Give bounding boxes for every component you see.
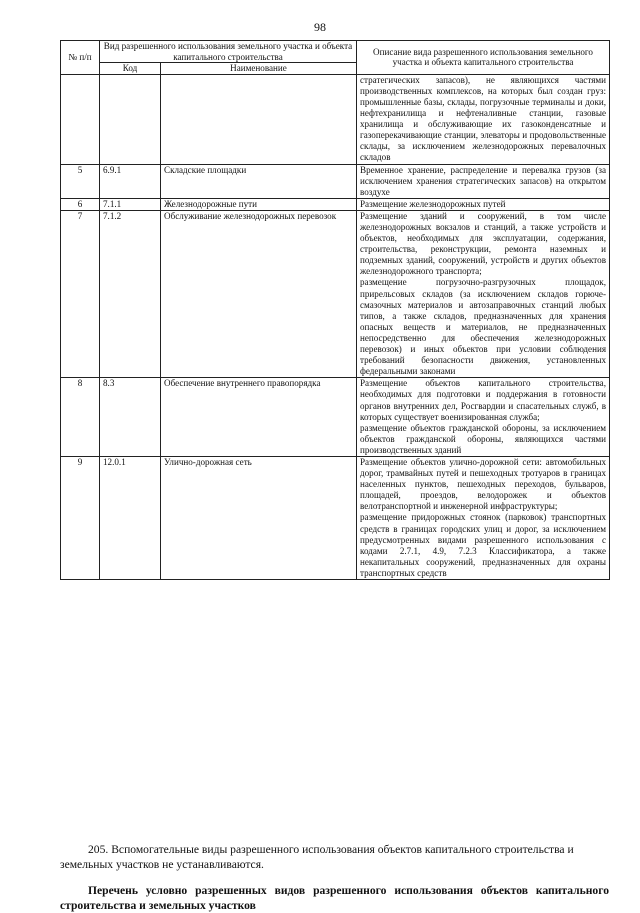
table-row xyxy=(61,378,610,457)
row-name: Обслуживание железнодорожных перевозок xyxy=(161,210,357,377)
description-paragraph: Размещение зданий и сооружений, в том числе железнодорожных вокзалов и станций, а также устройств и объектов, необходимых для эксплуатации, содержания, строительства, реконструкции, ремонта наземных и подземных зданий, сооружений, устройств и других объектов железнодорожного транспорта; xyxy=(360,210,606,277)
row-name: Обеспечение внутреннего правопорядка xyxy=(161,378,357,457)
header-num: № п/п xyxy=(61,41,100,75)
description-paragraph: Размещение железнодорожных путей xyxy=(360,198,506,209)
header-description: Описание вида разрешенного использования земельного участка и объекта капитального строительства xyxy=(357,41,610,75)
row-description xyxy=(357,210,610,377)
row-number xyxy=(61,74,100,164)
row-name: Улично-дорожная сеть xyxy=(161,456,357,579)
row-name xyxy=(161,74,357,164)
table-row xyxy=(61,164,610,198)
row-name: Складские площадки xyxy=(161,164,357,198)
row-name: Железнодорожные пути xyxy=(161,198,357,210)
table-row xyxy=(61,456,610,579)
description-paragraph: размещение объектов гражданской обороны, за исключением объектов гражданской обороны, являющихся частями производственных зданий xyxy=(360,422,606,455)
description-paragraph: Размещение объектов улично-дорожной сети: автомобильных дорог, трамвайных путей и пешеходных тротуаров в границах населенных пунктов, пешеходных переходов, бульваров, площадей, проездов, велодорожек и объектов велотранспортной и инженерной инфраструктуры; xyxy=(360,456,606,512)
description-paragraph: стратегических запасов), не являющихся частями производственных комплексов, на которых был создан груз: промышленные базы, склады, погрузочные терминалы и доки, нефтехранилища и нефтеналивные станции, газовые хранилища и обслуживающие их газоконденсатные и газоперекачивающие станции, элеваторы и продовольственные склады, за исключением железнодорожных перевалочных складов xyxy=(360,74,606,163)
table-header xyxy=(61,41,610,75)
page-number: 98 xyxy=(314,20,326,34)
row-description xyxy=(357,164,610,198)
table-row xyxy=(61,210,610,377)
section-heading: Перечень условно разрешенных видов разрешенного использования объектов капитального строительства и земельных участков xyxy=(60,884,609,912)
row-description xyxy=(357,378,610,457)
table-body xyxy=(61,74,610,579)
row-number: 5 xyxy=(61,164,100,198)
row-code: 8.3 xyxy=(100,378,161,457)
header-type-group: Вид разрешенного использования земельного участка и объекта капитального строительства xyxy=(100,41,357,63)
row-description xyxy=(357,74,610,164)
row-code xyxy=(100,74,161,164)
header-name: Наименование xyxy=(161,63,357,75)
description-paragraph: Размещение объектов капитального строительства, необходимых для подготовки и поддержания в готовности органов внутренних дел, Росгвардии и спасательных служб, в которых существует военизированная служба; xyxy=(360,378,606,422)
row-code: 7.1.2 xyxy=(100,210,161,377)
table-row xyxy=(61,198,610,210)
description-paragraph: размещение придорожных стоянок (парковок) транспортных средств в границах городских улиц и дорог, за исключением предусмотренных видами разрешенного использования с кодами 2.7.1, 4.9, 7.2.3 Классификатора, а также некапитальных сооружений, предназначенных для охраны транспортных средств xyxy=(360,512,606,578)
row-description xyxy=(357,456,610,579)
row-description xyxy=(357,198,610,210)
land-use-table xyxy=(60,40,610,580)
row-number: 9 xyxy=(61,456,100,579)
row-code: 7.1.1 xyxy=(100,198,161,210)
description-paragraph: размещение погрузочно-разгрузочных площадок, прирельсовых складов (за исключением складов горюче-смазочных материалов и автозаправочных станций любых типов, а также складов, предназначенных для хранения опасных веществ и материалов, не предназначенных непосредственно для обеспечения железнодорожных перевозок) и иных объектов при условии соблюдения требований безопасности движения, установленных федеральными законами xyxy=(360,277,606,377)
note-paragraph: 205. Вспомогательные виды разрешенного использования объектов капитального строительства и земельных участков не устанавливаются. xyxy=(60,843,574,871)
row-number: 7 xyxy=(61,210,100,377)
row-code: 6.9.1 xyxy=(100,164,161,198)
row-code: 12.0.1 xyxy=(100,456,161,579)
row-number: 8 xyxy=(61,378,100,457)
table-row xyxy=(61,74,610,164)
header-code: Код xyxy=(100,63,161,75)
description-paragraph: Временное хранение, распределение и перевалка грузов (за исключением хранения стратегических запасов) на открытом воздухе xyxy=(360,164,606,197)
row-number: 6 xyxy=(61,198,100,210)
